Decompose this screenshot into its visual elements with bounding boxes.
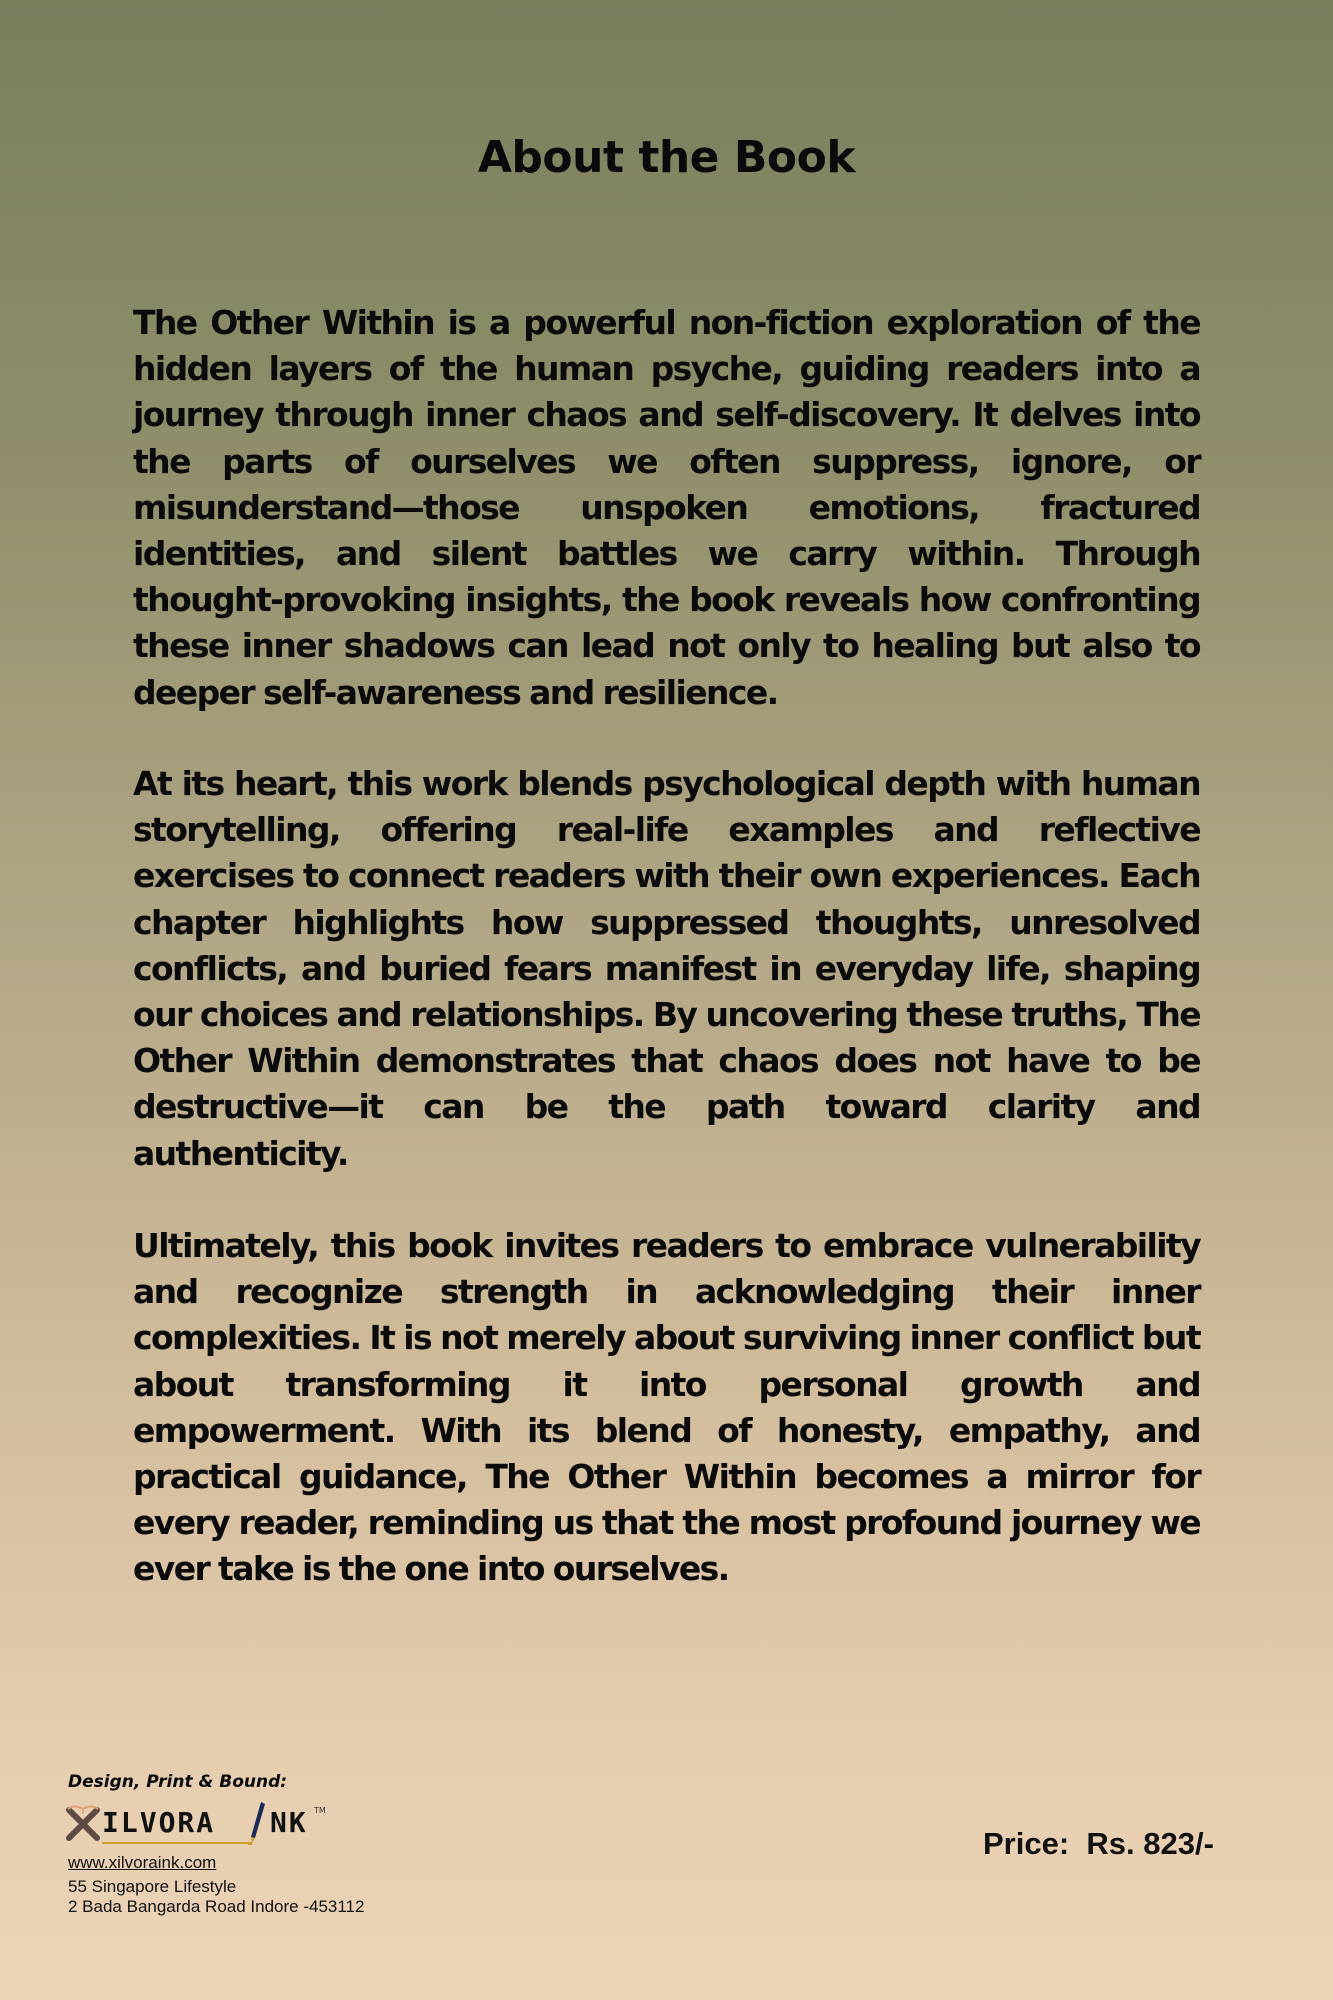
page-title: About the Book [477,132,856,183]
publisher-logo [66,1800,326,1848]
body-paragraph-2: At its heart, this work blends psychological depth with human storytelling, offering real-life examples and reflective exercises to connect readers with their own experiences. Each chapter highlights how suppressed thoughts, unresolved conflicts, and buried fears manifest in everyday life, shaping our choices and relationships. By uncovering these truths, The Other Within demonstrates that chaos does not have to be destructive—it can be the path toward clarity and authenticity. [133,764,1200,1173]
open-book-x-icon [66,1804,100,1847]
logo-wordmark-suffix: NK [270,1806,308,1839]
credit-label: Design, Print & Bound: [68,1772,288,1792]
address-line-2: 2 Bada Bangarda Road Indore -453112 [68,1897,365,1916]
logo-underline [102,1842,252,1844]
trademark-mark: TM [314,1806,326,1815]
address-line-1: 55 Singapore Lifestyle [68,1877,237,1896]
body-paragraph-1: The Other Within is a powerful non-fiction exploration of the hidden layers of the human psyche, guiding readers into a journey through inner chaos and self-discovery. It delves into the parts of ourselves we often suppress, ignore, or misunderstand—those unspoken emotions, fractured identities, and silent battles we carry within. Through thought-provoking insights, the book reveals how confronting these inner shadows can lead not only to healing but also to deeper self-awareness and resilience. [133,303,1200,712]
logo-wordmark: ILVORA [102,1806,216,1839]
publisher-website-link[interactable]: www.xilvoraink.com [68,1853,217,1872]
price-label: Price: Rs. 823/- [983,1826,1214,1861]
body-paragraph-3: Ultimately, this book invites readers to embrace vulnerability and recognize strength in acknowledging their inner complexities. It is not merely about surviving inner conflict but about transforming it into personal growth and empowerment. With its blend of honesty, empathy, and practical guidance, The Other Within becomes a mirror for every reader, reminding us that the most profound journey we ever take is the one into ourselves. [133,1226,1200,1589]
